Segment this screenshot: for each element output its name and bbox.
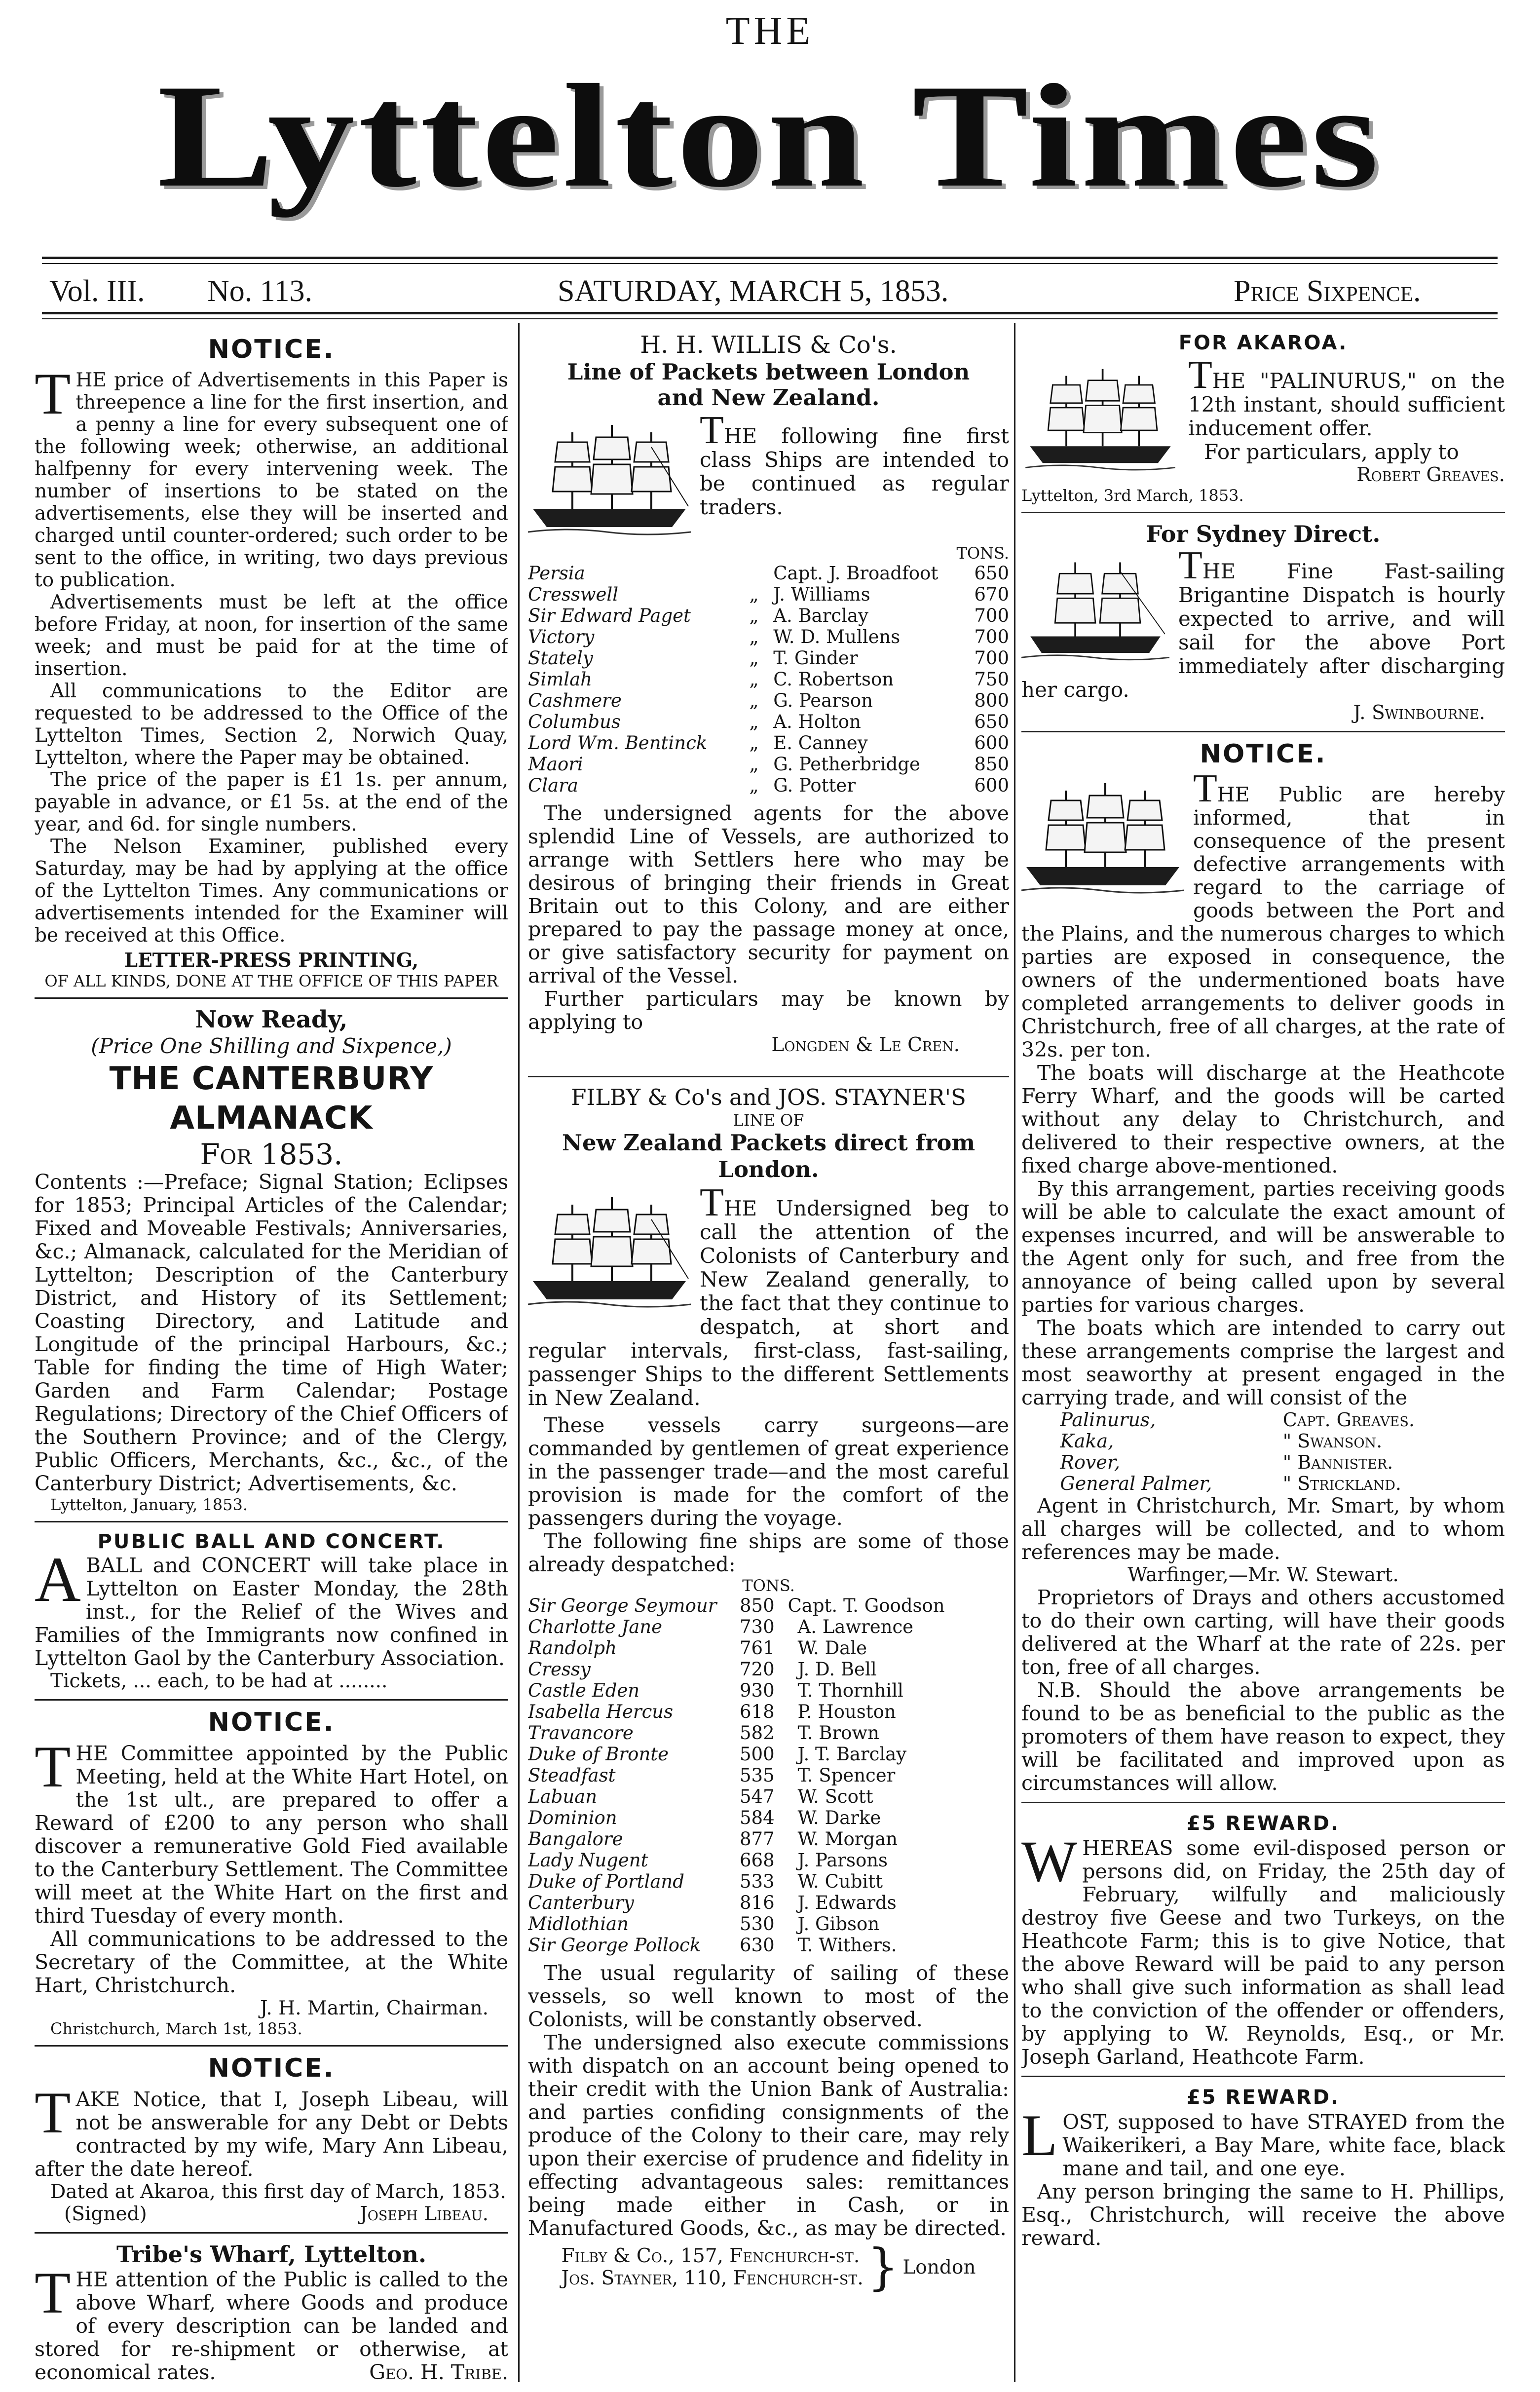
willis-fleet-table — [528, 563, 1009, 796]
boats-notice-heading: NOTICE. — [1200, 739, 1327, 769]
ship-captain: W. Scott — [797, 1786, 873, 1807]
ship-tons: 850 — [740, 1595, 775, 1616]
ship-name: Lady Nugent — [528, 1850, 648, 1871]
column-rule-2 — [1014, 323, 1015, 2382]
ball-tickets: Tickets, ... each, to be had at ........ — [50, 1670, 388, 1692]
notice-paragraph: Advertisements must be left at the office before Friday, at noon, for insertion of the same week; and must be paid for at the time of insertion. — [35, 591, 508, 680]
ship-captain: P. Houston — [797, 1701, 896, 1722]
divider — [35, 2232, 508, 2234]
table-row — [528, 1913, 1009, 1935]
ditto-mark: „ — [749, 690, 759, 711]
ship-captain: T. Spencer — [797, 1765, 896, 1786]
table-row — [528, 1765, 1009, 1786]
divider — [1021, 2076, 1505, 2077]
ditto-mark: „ — [749, 775, 759, 796]
divider — [1021, 512, 1505, 513]
sydney-heading: For Sydney Direct. — [1146, 521, 1381, 547]
masthead-rule-top — [42, 257, 1498, 259]
ship-illustration — [1021, 553, 1169, 666]
volume: Vol. III. — [49, 274, 145, 308]
ditto-mark: „ — [749, 669, 759, 690]
ship-name: Sir George Seymour — [528, 1595, 717, 1616]
filby-line-of: LINE OF — [733, 1111, 804, 1130]
boats-wharfinger: Warfinger,—Mr. W. Stewart. — [1127, 1564, 1399, 1586]
boats-notice-p2: The boats will discharge at the Heathcote Ferry Wharf, and the goods will be carted without any delay to Christchurch, and delivered to their respective owners, at the fixed charge above-mentioned. — [1021, 1061, 1505, 1177]
ship-name: Labuan — [528, 1786, 598, 1807]
ship-name: Duke of Bronte — [528, 1744, 669, 1765]
issue-price: Price Sixpence. — [1234, 274, 1421, 308]
column-2 — [528, 331, 1009, 2392]
ship-captain: J. Gibson — [797, 1913, 880, 1935]
boat-captain: Capt. Greaves. — [1282, 1409, 1415, 1431]
table-row — [1060, 1452, 1476, 1473]
boat-name: Palinurus, — [1060, 1409, 1156, 1431]
issue-number: No. 113. — [207, 274, 312, 308]
ship-captain: G. Pearson — [773, 690, 873, 711]
almanack-price: (Price One Shilling and Sixpence,) — [91, 1034, 452, 1058]
willis-sign: Longden & Le Cren. — [771, 1034, 960, 1056]
ditto-mark: „ — [749, 711, 759, 732]
table-row — [528, 1637, 1009, 1659]
notice2-text: THE Committee appointed by the Public Meeting, held at the White Hart Hotel, on the 1st ult., are prepared to offer a Reward of £200 to any person who shall discover a remunerative Gold Fied available to the Canterbury Settlement. The Committee will meet at the White Hart on the first and third Tuesday of every month. — [35, 1734, 508, 1928]
ship-captain: G. Potter — [773, 775, 856, 796]
ship-name: Stately — [528, 647, 593, 669]
ship-captain: A. Barclay — [773, 605, 868, 626]
notice2-text2: All communications to be addressed to the Secretary of the Committee, at the White Hart, Christchurch. — [35, 1927, 508, 1997]
boats-notice-p7: N.B. Should the above arrangements be found to be as beneficial to the public as the promoters of them have reason to expect, they will be facilitated and improved upon as circumstances will allow. — [1021, 1678, 1505, 1795]
masthead-title: Lyttelton Times — [157, 54, 1383, 218]
filby-heading: FILBY & Co's and JOS. STAYNER'S — [571, 1084, 966, 1110]
table-row — [528, 1744, 1009, 1765]
ship-name: Cresswell — [528, 584, 619, 605]
issue-rule-thin — [42, 318, 1498, 319]
reward1-heading: £5 REWARD. — [1186, 1812, 1340, 1835]
ship-captain: Capt. J. Broadfoot — [773, 563, 939, 584]
willis-intro — [528, 416, 1009, 544]
ship-name: Simlah — [528, 669, 592, 690]
ship-captain: T. Ginder — [773, 647, 858, 669]
ship-name: Persia — [528, 563, 585, 584]
ship-tons: 630 — [740, 1935, 775, 1956]
ship-captain: W. Darke — [797, 1807, 881, 1828]
ship-name: Columbus — [528, 711, 621, 732]
ship-captain: C. Robertson — [773, 669, 894, 690]
almanack-contents: Contents :—Preface; Signal Station; Eclipses for 1853; Principal Articles of the Calendar; Fixed and Moveable Festivals; Anniversaries, &c.; Almanack, calculated for the Meridian of Lyttelton; Description of the Canterbury District, and History of its Settlement; Coasting Directory, and Latitude and Longitude of the principal Harbours, &c.; Table for finding the time of High Water; Garden and Farm Calendar; Postage Regulations; Directory of the Chief Officers of the Southern Province; and of the Clergy, Public Officers, Merchants, &c., &c., of the Canterbury District; Advertisements, &c. — [35, 1170, 508, 1495]
notice3-text: TAKE Notice, that I, Joseph Libeau, will not be answerable for any Debt or Debts contracted by my wife, Mary Ann Libeau, after the date hereof. — [35, 2080, 508, 2181]
boats-notice-text: THE Public are hereby informed, that in consequence of the present defective arrangements with regard to the carriage of goods between the Port and the Plains, and the numerous charges to which parties are exposed in consequence, the owners of the undermentioned boats have completed arrangements to deliver goods in Christchurch, free of all charges, at the rate of 32s. per ton. — [1021, 767, 1505, 1062]
ship-captain: A. Holton — [773, 711, 861, 732]
notice3-heading: NOTICE. — [208, 2053, 335, 2083]
table-row — [528, 1680, 1009, 1701]
ship-name: Cashmere — [528, 690, 622, 711]
table-row — [528, 1659, 1009, 1680]
ship-captain: J. T. Barclay — [797, 1744, 907, 1765]
issue-date: SATURDAY, MARCH 5, 1853. — [558, 274, 949, 308]
divider — [35, 997, 508, 999]
filby-regularity: The usual regularity of sailing of these vessels, so well known to most of the Colonists, will be constantly observed. — [528, 1961, 1009, 2031]
ship-tons: 700 — [974, 647, 1009, 669]
table-row — [528, 1871, 1009, 1892]
table-row — [1060, 1473, 1476, 1494]
ship-captain: T. Withers. — [797, 1935, 897, 1956]
ship-tons: 730 — [740, 1616, 775, 1637]
akaroa-heading: FOR AKAROA. — [1178, 332, 1348, 354]
notice3-dated: Dated at Akaroa, this first day of March, 1853. — [50, 2181, 506, 2203]
ship-name: Victory — [528, 626, 595, 647]
ship-name: Sir George Pollock — [528, 1935, 701, 1956]
ship-name: Maori — [528, 754, 583, 775]
filby-intro — [528, 1188, 1009, 1410]
ship-name: Steadfast — [528, 1765, 616, 1786]
ditto-mark: „ — [749, 754, 759, 775]
table-row — [528, 1807, 1009, 1828]
ship-name: Isabella Hercus — [528, 1701, 674, 1722]
divider — [528, 1076, 1009, 1077]
sydney-ad — [1021, 551, 1505, 724]
boats-notice-p5: Agent in Christchurch, Mr. Smart, by whom all charges will be collected, and to whom references may be made. — [1021, 1494, 1505, 1564]
almanack-date: Lyttelton, January, 1853. — [50, 1495, 248, 1514]
ditto-mark — [750, 563, 774, 584]
filby-commissions: The undersigned also execute commissions with dispatch on an account being opened to their credit with the Union Bank of Australia: and parties confiding consignments of the produce of the Colony to their care, may rely upon their exercise of prudence and fidelity in effecting advantageous sales: remittances being made either in Cash, or in Manufactured Goods, &c., as may be directed. — [528, 2031, 1009, 2240]
notice2-heading: NOTICE. — [208, 1708, 335, 1737]
table-row — [1060, 1409, 1476, 1431]
akaroa-sign: Robert Greaves. — [1356, 464, 1505, 486]
ship-illustration — [528, 418, 691, 541]
boats-notice-p4: The boats which are intended to carry out these arrangements comprise the largest and most seaworthy at present engaged in the carrying trade, and will consist of the — [1021, 1316, 1505, 1409]
ship-captain: W. Cubitt — [797, 1871, 883, 1892]
ship-tons: 761 — [740, 1637, 775, 1659]
ship-captain: J. D. Bell — [797, 1659, 877, 1680]
table-row — [528, 1892, 1009, 1913]
table-row — [528, 1701, 1009, 1722]
ship-tons: 500 — [740, 1744, 775, 1765]
ship-name: Charlotte Jane — [528, 1616, 663, 1637]
filby-fleet-table — [528, 1595, 1009, 1956]
table-row — [528, 626, 1009, 647]
ship-captain: T. Brown — [797, 1722, 879, 1744]
filby-following: The following fine ships are some of those already despatched: — [528, 1529, 1009, 1576]
akaroa-apply: For particulars, apply to — [1204, 440, 1459, 464]
table-row — [528, 1722, 1009, 1744]
akaroa-ad — [1021, 360, 1505, 486]
ship-name: Castle Eden — [528, 1680, 640, 1701]
ditto-mark: „ — [749, 605, 759, 626]
notice2-sign: J. H. Martin, Chairman. — [260, 1997, 488, 2019]
issue-rule — [42, 312, 1498, 314]
ship-captain: J. Williams — [773, 584, 870, 605]
ship-name: Clara — [528, 775, 578, 796]
divider — [35, 1699, 508, 1701]
ship-tons: 700 — [974, 626, 1009, 647]
divider — [1021, 731, 1505, 732]
ship-tons: 930 — [740, 1680, 775, 1701]
ship-tons: 650 — [974, 711, 1009, 732]
ship-name: Lord Wm. Bentinck — [528, 732, 708, 754]
divider — [35, 1521, 508, 1522]
filby-intro-text: THE Undersigned beg to call the attention of the Colonists of Canterbury and New Zealand generally, to the fact that they continue to despatch, at short and regular intervals, first-class, fast-sailing, passenger Ships to the different Settlements in New Zealand. — [528, 1188, 1009, 1410]
notice-paragraph: The Nelson Examiner, published every Saturday, may be had by applying at the office of the Lyttelton Times. Any communications or advertisements intended for the Examiner will be received at this Office. — [35, 835, 508, 947]
column-rule-1 — [518, 323, 520, 2382]
ship-illustration — [1021, 776, 1184, 899]
ship-name: Randolph — [528, 1637, 617, 1659]
ship-name: Canterbury — [528, 1892, 634, 1913]
table-row — [528, 605, 1009, 626]
willis-heading: H. H. WILLIS & Co's. — [640, 331, 897, 359]
boat-name: General Palmer, — [1060, 1473, 1212, 1494]
ship-name: Midlothian — [528, 1913, 629, 1935]
tribe-text: THE attention of the Public is called to the above Wharf, where Goods and produce of every description can be landed and stored for re-shipment or otherwise, at economical rates. Geo. H. Tribe. — [35, 2260, 508, 2384]
filby-subheading: New Zealand Packets direct from London. — [562, 1130, 976, 1182]
boat-name: Kaka, — [1060, 1430, 1114, 1452]
sydney-text: THE Fine Fast-sailing Brigantine Dispatch is hourly expected to arrive, and will sail for the above Port immediately after discharging her cargo. — [1021, 551, 1505, 702]
boats-notice-p6: Proprietors of Drays and others accustomed to do their own carting, will have their goods delivered at the Wharf at the rate of 22s. per ton, free of all charges. — [1021, 1586, 1505, 1679]
table-row — [528, 711, 1009, 732]
ship-captain: E. Canney — [773, 732, 868, 754]
table-row — [528, 775, 1009, 796]
ship-tons: 600 — [974, 775, 1009, 796]
boat-captain: " Strickland. — [1282, 1473, 1401, 1494]
table-row — [528, 647, 1009, 669]
now-ready: Now Ready, — [195, 1006, 348, 1033]
boat-captain: " Swanson. — [1282, 1430, 1383, 1452]
ship-name: Dominion — [528, 1807, 617, 1828]
notice-heading: NOTICE. — [208, 335, 335, 364]
reward2-heading: £5 REWARD. — [1186, 2086, 1340, 2109]
table-row — [528, 732, 1009, 754]
ship-captain: T. Thornhill — [797, 1680, 903, 1701]
ditto-mark: „ — [749, 626, 759, 647]
ship-tons: 877 — [740, 1828, 775, 1850]
willis-further: Further particulars may be known by applying to — [528, 987, 1009, 1034]
table-row — [528, 1935, 1009, 1956]
column-3 — [1021, 331, 1505, 2392]
almanack-title: THE CANTERBURY ALMANACK — [109, 1061, 434, 1137]
ship-name: Travancore — [528, 1722, 634, 1744]
ship-tons: 582 — [740, 1722, 775, 1744]
table-row — [528, 669, 1009, 690]
notice-paragraph: THE price of Advertisements in this Paper is threepence a line for the first insertion, and a penny a line for every subsequent one of the following week; otherwise, an additional halfpenny for every intervening week. The number of insertions to be stated on the advertisements, else they will be inserted and charged until counter-ordered; such order to be sent to the office, in writing, two days previous to publication. — [35, 361, 508, 591]
ship-captain: G. Petherbridge — [773, 754, 920, 775]
divider — [1021, 1802, 1505, 1803]
notice2-date: Christchurch, March 1st, 1853. — [50, 2019, 302, 2038]
boats-table — [1060, 1409, 1476, 1494]
ship-tons: 584 — [740, 1807, 775, 1828]
table-row — [1060, 1431, 1476, 1452]
filby-addresses: Filby & Co., 157, Fenchurch-st. Jos. Stayner, 110, Fenchurch-st. } London — [561, 2238, 976, 2296]
willis-subheading: Line of Packets between London and New Zealand. — [567, 359, 970, 411]
ship-tons: 816 — [740, 1892, 775, 1913]
willis-intro-text: THE following fine first class Ships are intended to be continued as regular traders. — [700, 416, 1009, 519]
ship-captain: J. Edwards — [797, 1892, 897, 1913]
reward2-text: LOST, supposed to have STRAYED from the Waikerikeri, a Bay Mare, white face, black mane and tail, and one eye. — [1021, 2102, 1505, 2180]
masthead-rule-top-thin — [42, 263, 1498, 264]
willis-agents: The undersigned agents for the above splendid Line of Vessels, are authorized to arrange with Settlers here who may be desirous of bringing their friends in Great Britain out to this Colony, and are either prepared to pay the passage money at once, or give satisfactory security for payment on arrival of the Vessel. — [528, 801, 1009, 987]
ship-tons: 600 — [974, 732, 1009, 754]
ball-text: ABALL and CONCERT will take place in Lyttelton on Easter Monday, the 28th inst., for the Relief of the Wives and Families of the Immigrants now confined in Lyttelton Gaol by the Canterbury Association. — [35, 1544, 508, 1670]
boat-name: Rover, — [1060, 1451, 1120, 1473]
tribe-heading: Tribe's Wharf, Lyttelton. — [116, 2241, 427, 2268]
ship-captain: J. Parsons — [797, 1850, 888, 1871]
ship-tons: 670 — [974, 584, 1009, 605]
notice-paragraph: All communications to the Editor are requested to be addressed to the Office of the Lyttelton Times, Section 2, Norwich Quay, Lyttelton, where the Paper may be obtained. — [35, 680, 508, 769]
ship-tons: 618 — [740, 1701, 775, 1722]
ditto-mark: „ — [749, 647, 759, 669]
boats-notice-p3: By this arrangement, parties receiving goods will be able to calculate the exact amount of expenses incurred, and will be answerable to the Agent only for such, and free from the annoyance of being called upon by several parties for various charges. — [1021, 1177, 1505, 1317]
akaroa-text: THE "PALINURUS," on the 12th instant, should sufficient inducement offer. — [1188, 360, 1505, 440]
ship-illustration — [528, 1190, 691, 1313]
akaroa-date: Lyttelton, 3rd March, 1853. — [1021, 486, 1244, 505]
ship-captain: W. Morgan — [797, 1828, 898, 1850]
boat-captain: " Bannister. — [1282, 1451, 1393, 1473]
reward1-text: WHEREAS some evil-disposed person or persons did, on Friday, the 25th day of February, wilfully and maliciously destroy five Geese and two Turkeys, on the Heathcote Farm; this is to give Notice, that the above Reward will be paid to any person who shall give such information as shall lead to the conviction of the offender or offenders, by applying to W. Reynolds, Esq., or Mr. Joseph Garland, Heathcote Farm. — [1021, 1828, 1505, 2069]
notice-paragraph: The price of the paper is £1 1s. per annum, payable in advance, or £1 5s. at the end of the year, and 6d. for single numbers. — [35, 769, 508, 835]
ship-name: Duke of Portland — [528, 1871, 684, 1892]
ship-captain: W. D. Mullens — [773, 626, 901, 647]
tons-label: TONS. — [956, 544, 1009, 563]
table-row — [528, 584, 1009, 605]
boats-notice — [1021, 767, 1505, 1062]
ditto-mark: „ — [749, 732, 759, 754]
ship-captain: Capt. T. Goodson — [788, 1595, 945, 1616]
ship-tons: 700 — [974, 605, 1009, 626]
tons-label-2: TONS. — [742, 1576, 795, 1595]
ditto-mark: „ — [749, 584, 759, 605]
issue-line — [0, 274, 1540, 313]
ball-heading: PUBLIC BALL AND CONCERT. — [97, 1530, 446, 1553]
ship-name: Sir Edward Paget — [528, 605, 691, 626]
ship-tons: 668 — [740, 1850, 775, 1871]
ship-tons: 800 — [974, 690, 1009, 711]
ship-tons: 533 — [740, 1871, 775, 1892]
letterpress-sub: OF ALL KINDS, DONE AT THE OFFICE OF THIS PAPER — [44, 972, 498, 990]
ship-name: Bangalore — [528, 1828, 623, 1850]
ship-name: Cressy — [528, 1659, 591, 1680]
table-row — [528, 754, 1009, 775]
sydney-sign: J. Swinbourne. — [1353, 702, 1485, 724]
masthead-the: THE — [725, 9, 815, 53]
reward2-text2: Any person bringing the same to H. Phillips, Esq., Christchurch, will receive the above reward. — [1021, 2180, 1505, 2250]
table-row — [528, 690, 1009, 711]
ship-tons: 650 — [974, 563, 1009, 584]
ship-illustration — [1021, 362, 1179, 476]
ship-tons: 850 — [974, 754, 1009, 775]
letterpress-heading: LETTER-PRESS PRINTING, — [124, 949, 419, 972]
column-1 — [35, 331, 508, 2392]
table-row — [528, 1786, 1009, 1807]
divider — [35, 2045, 508, 2047]
table-row — [528, 1828, 1009, 1850]
table-row — [528, 1616, 1009, 1637]
almanack-year: For 1853. — [200, 1138, 343, 1171]
table-row — [528, 1850, 1009, 1871]
ship-tons: 547 — [740, 1786, 775, 1807]
table-row — [528, 1595, 1009, 1616]
ship-tons: 530 — [740, 1913, 775, 1935]
ship-captain: A. Lawrence — [797, 1616, 914, 1637]
ship-tons: 750 — [974, 669, 1009, 690]
table-row — [528, 563, 1009, 584]
filby-vessels: These vessels carry surgeons—are commanded by gentlemen of great experience in the passenger trade—and the most careful provision is made for the comfort of the passengers during the voyage. — [528, 1413, 1009, 1530]
ship-captain: W. Dale — [797, 1637, 867, 1659]
ship-tons: 535 — [740, 1765, 775, 1786]
ship-tons: 720 — [740, 1659, 775, 1680]
notice3-signature: (Signed) Joseph Libeau. — [64, 2203, 488, 2225]
